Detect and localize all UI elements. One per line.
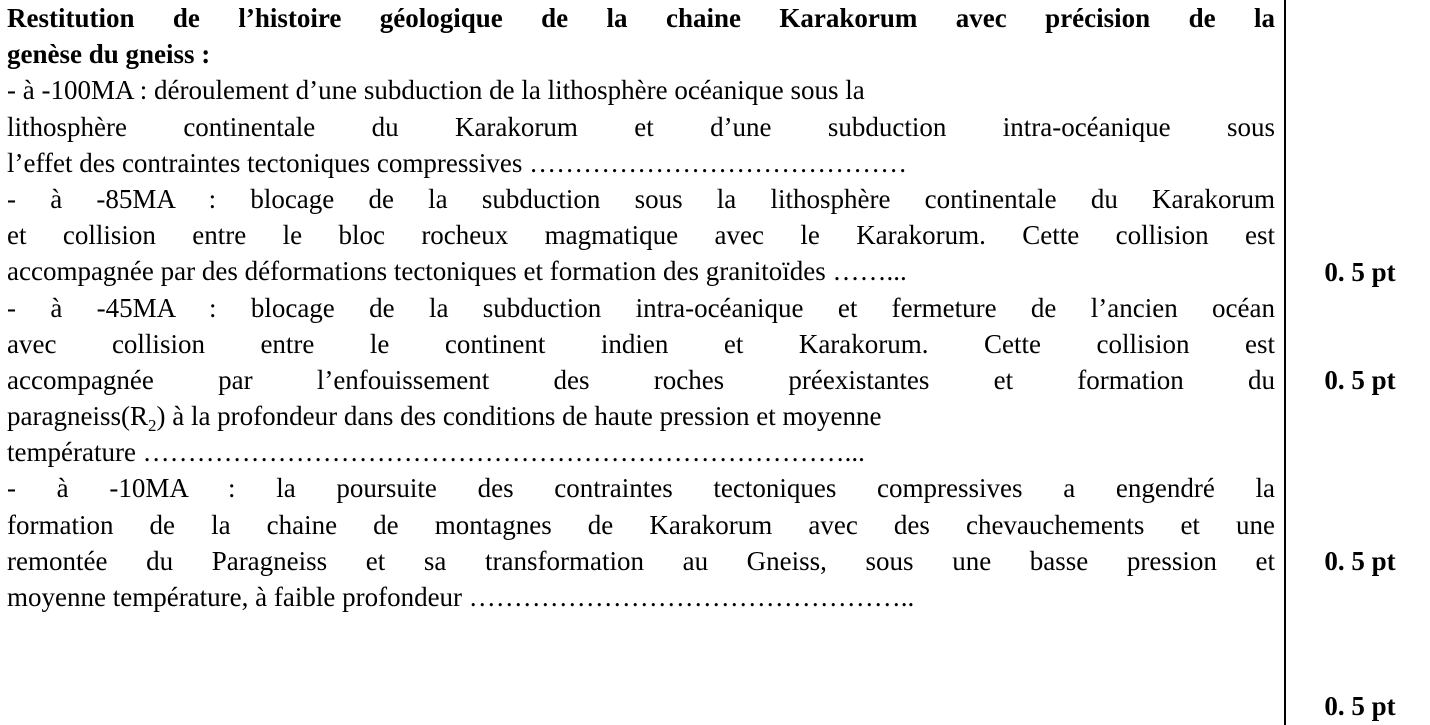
column-divider (1284, 0, 1286, 725)
answer-text (7, 0, 1275, 615)
p4-line-2: formation de la chaine de montagnes de Karakorum avec des chevauchements et une (7, 509, 1275, 540)
p1-line-1: - à -100MA : déroulement d’une subduction de la lithosphère océanique sous la (7, 75, 865, 106)
points-label-4: 0. 5 pt (1324, 691, 1396, 721)
points-label-2: 0. 5 pt (1324, 365, 1396, 395)
title-line-1: Restitution de l’histoire géologique de la chaine Karakorum avec précision de la (7, 3, 1275, 33)
p3-line-1: - à -45MA : blocage de la subduction intra-océanique et fermeture de l’ancien océan (7, 292, 1275, 323)
p2-line-1: - à -85MA : blocage de la subduction sous la lithosphère continentale du Karakorum (7, 183, 1275, 214)
p3-line-4-end: ) à la profondeur dans des conditions de haute pression et moyenne (156, 401, 882, 432)
p1-line-3: l’effet des contraintes tectoniques compressives …………………………………… (7, 147, 908, 178)
title-line-2: genèse du gneiss : (7, 39, 211, 70)
p2-line-2: et collision entre le bloc rocheux magmatique avec le Karakorum. Cette collision est (7, 220, 1275, 251)
p1-line-2: lithosphère continentale du Karakorum et d’une subduction intra-océanique sous (7, 111, 1275, 142)
p4-line-3: remontée du Paragneiss et sa transformation au Gneiss, sous une basse pression et (7, 545, 1275, 576)
p3-line-4-start: paragneiss(R (7, 401, 148, 432)
p2-line-3: accompagnée par des déformations tectoniques et formation des granitoïdes ……... (7, 256, 907, 287)
points-label-3: 0. 5 pt (1324, 546, 1396, 576)
points-label-1: 0. 5 pt (1324, 257, 1396, 287)
p4-line-4: moyenne température, à faible profondeur ………………………………………….. (7, 582, 915, 612)
p3-line-3: accompagnée par l’enfouissement des roches préexistantes et formation du (7, 364, 1275, 395)
p3-line-4-subscript: 2 (147, 416, 157, 435)
p3-line-2: avec collision entre le continent indien et Karakorum. Cette collision est (7, 328, 1275, 359)
p3-line-5: température ……………………………………………………………………... (7, 437, 865, 468)
p4-line-1: - à -10MA : la poursuite des contraintes tectoniques compressives a engendré la (7, 473, 1275, 504)
p3-line-4 (7, 398, 1275, 434)
